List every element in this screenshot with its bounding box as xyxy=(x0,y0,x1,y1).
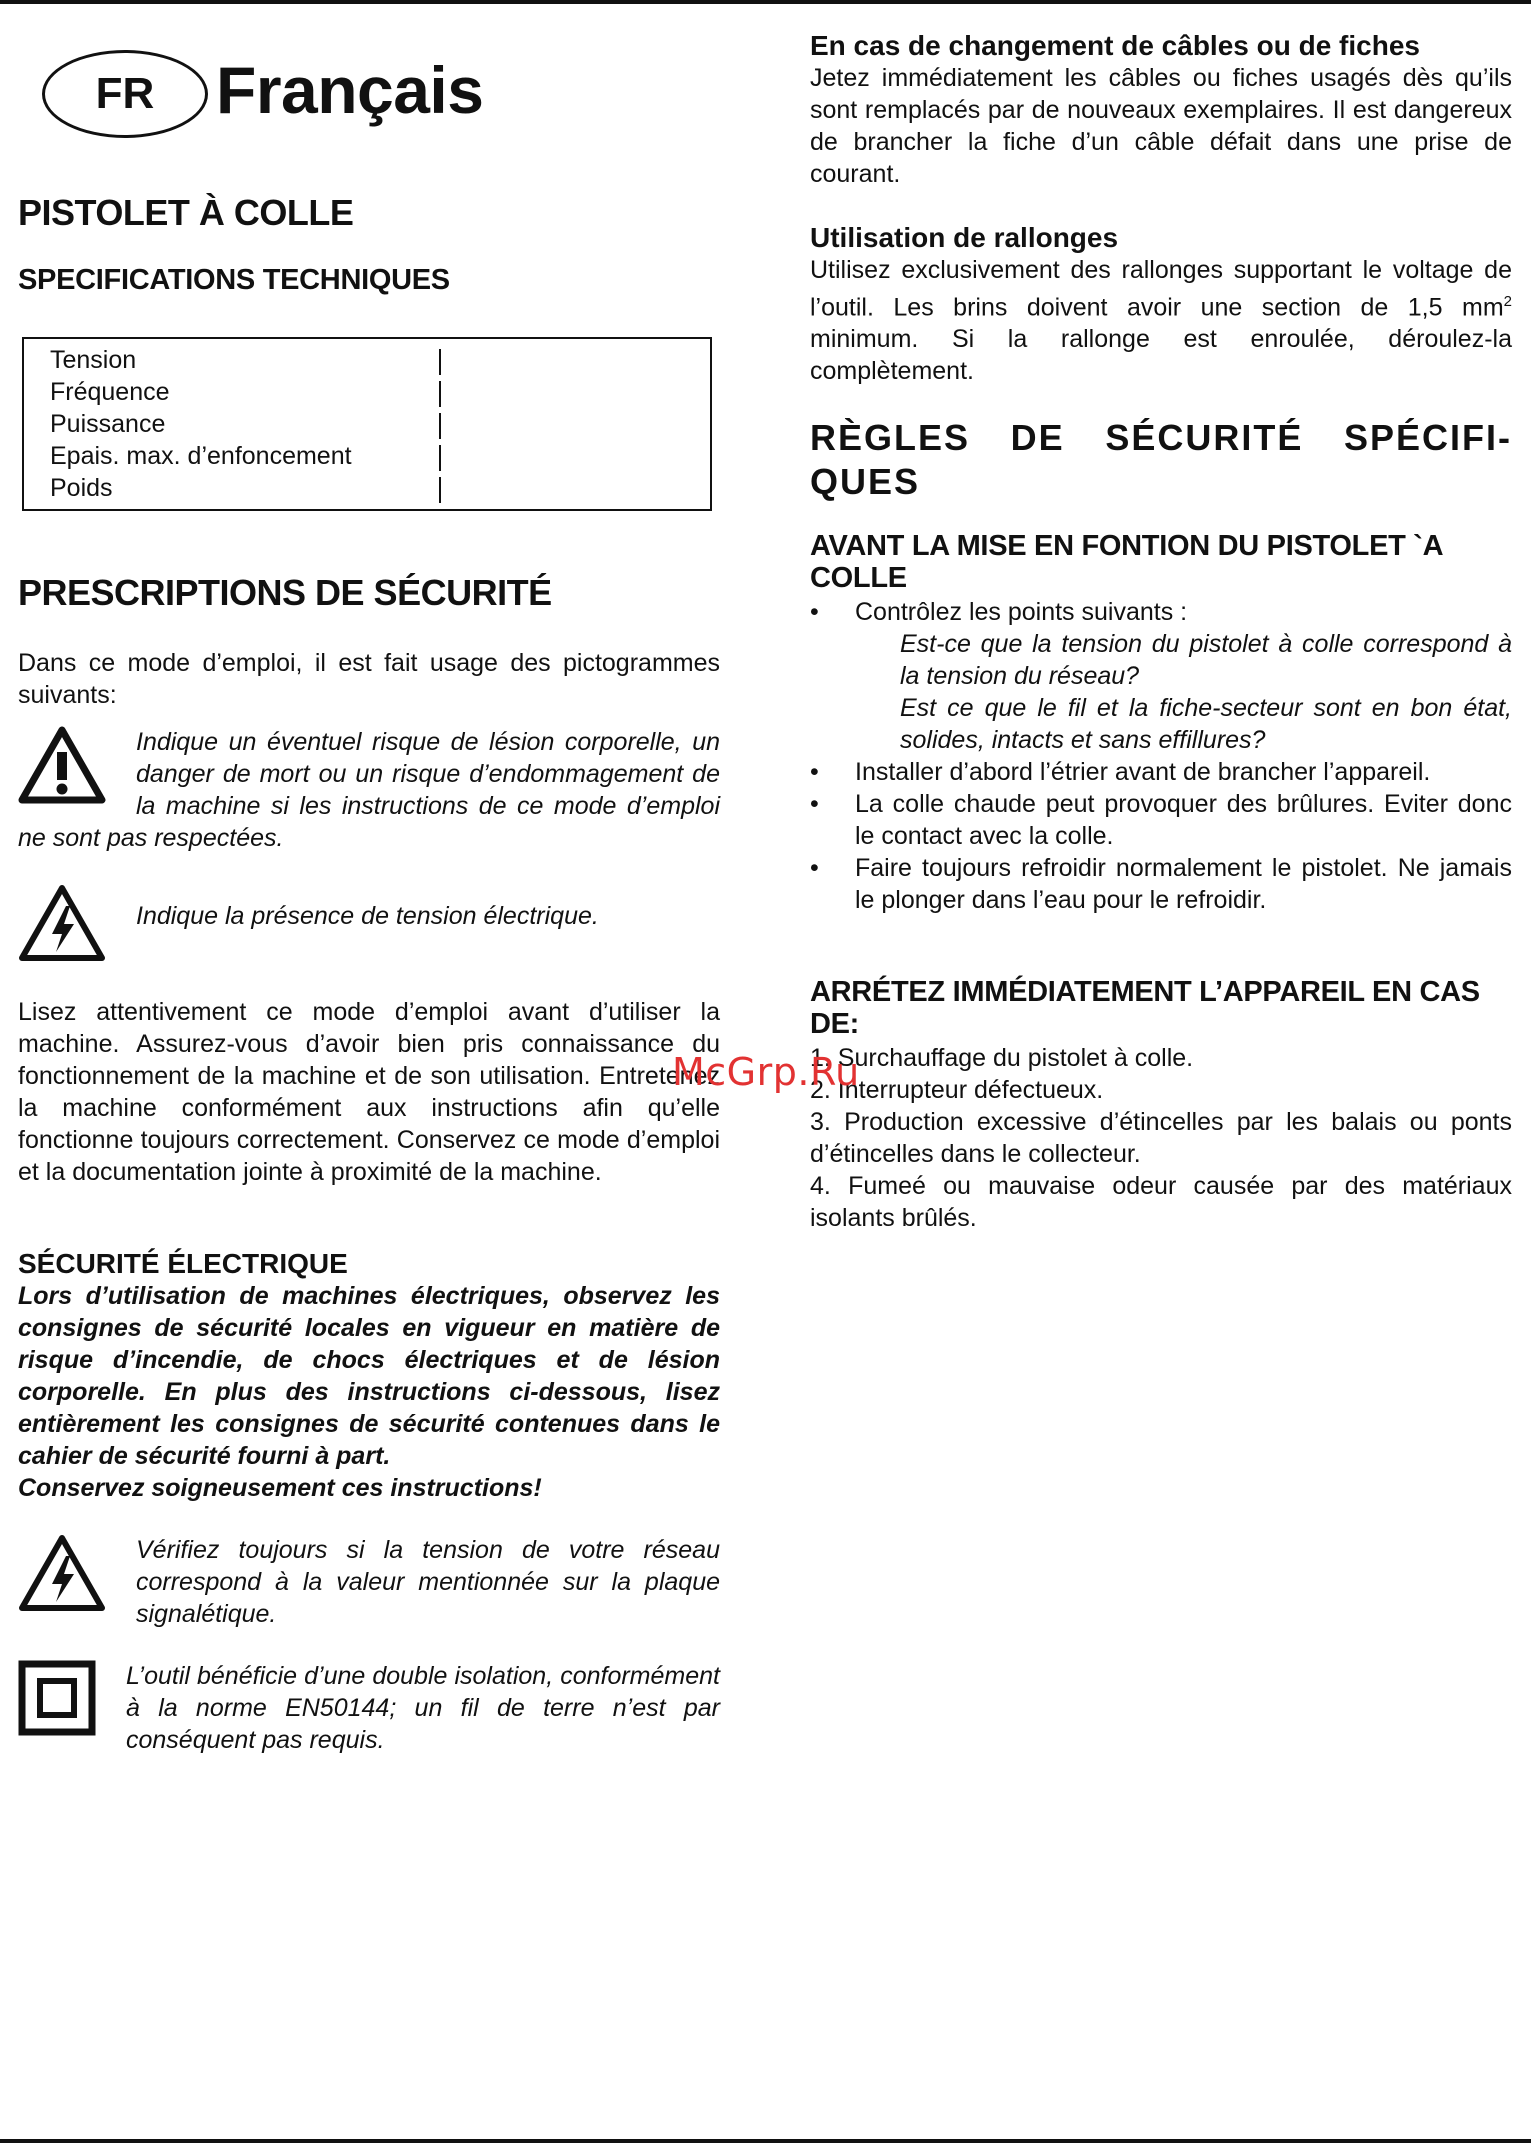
list-item: • Installer d’abord l’étrier avant de brancher l’appareil. xyxy=(810,756,1512,788)
language-badge: FR xyxy=(42,50,208,138)
extension-text-b: minimum. Si la rallonge est enroulée, déroulez-la complètement. xyxy=(810,325,1512,386)
sub-item-voltage: Est-ce que la tension du pistolet à colle correspond à la tension du réseau? xyxy=(900,630,1512,690)
check-voltage-block xyxy=(18,1534,720,1630)
keep-instructions: Conservez soigneusement ces instructions! xyxy=(18,1474,542,1502)
list-item: • La colle chaude peut provoquer des brûlures. Eviter donc le contact avec la colle. xyxy=(810,788,1512,852)
warning-note: Indique un éventuel risque de lésion corporelle, un danger de mort ou un risque d’endommagement de la machine si les instructions de ce mode d’emploi ne sont pas respectées. xyxy=(18,728,720,852)
stop-conditions-list xyxy=(810,1042,1512,1234)
extension-text-a: Utilisez exclusivement des rallonges supportant le voltage de l’outil. Les brins doivent avoir une section de 1,5 mm xyxy=(810,256,1512,322)
warning-note-block xyxy=(18,726,720,854)
spec-separator xyxy=(439,381,441,407)
product-title: PISTOLET À COLLE xyxy=(18,192,354,233)
spec-poids: Poids xyxy=(50,474,113,502)
specs-heading: SPECIFICATIONS TECHNIQUES xyxy=(18,264,450,296)
extension-heading: Utilisation de rallonges xyxy=(810,222,1119,253)
language-title: Français xyxy=(216,53,484,127)
list-item: • Faire toujours refroidir normalement le pistolet. Ne jamais le plonger dans l’eau pour le refroidir. xyxy=(810,852,1512,916)
safety-heading: PRESCRIPTIONS DE SÉCURITÉ xyxy=(18,572,552,613)
extension-paragraph xyxy=(810,254,1512,387)
spec-puissance: Puissance xyxy=(50,410,166,438)
spec-separator xyxy=(439,413,441,439)
specific-rules-heading: QUES xyxy=(810,461,921,502)
electrical-safety-heading: SÉCURITÉ ÉLECTRIQUE xyxy=(18,1248,348,1279)
spec-frequence: Fréquence xyxy=(50,378,170,406)
bottom-rule xyxy=(0,2139,1531,2143)
list-item: 3. Production excessive d’étincelles par les balais ou ponts d’étincelles dans le collecteur. xyxy=(810,1108,1512,1168)
spec-separator xyxy=(439,349,441,375)
check-voltage-note: Vérifiez toujours si la tension de votre réseau correspond à la valeur mentionnée sur la plaque signalétique. xyxy=(136,1536,720,1628)
high-voltage-icon xyxy=(18,1534,106,1612)
specific-rules-heading-line1: RÈGLES DE SÉCURITÉ SPÉCIFI- xyxy=(810,417,1512,458)
sub-item-cable: Est ce que le fil et la fiche-secteur sont en bon état, solides, intacts et sans effillures? xyxy=(900,694,1512,754)
warning-triangle-icon xyxy=(18,726,106,804)
double-insulation-block xyxy=(18,1660,720,1756)
top-rule xyxy=(0,0,1531,4)
before-use-list xyxy=(810,596,1512,916)
double-insulation-note: L’outil bénéficie d’une double isolation, conformément à la norme EN50144; un fil de terre n’est par conséquent pas requis. xyxy=(126,1662,720,1754)
high-voltage-icon xyxy=(18,884,106,962)
stop-heading: ARRÉTEZ IMMÉDIATEMENT L’APPAREIL EN CAS DE: xyxy=(810,976,1480,1040)
spec-epaisseur: Epais. max. d’enfoncement xyxy=(50,442,352,470)
extension-superscript: 2 xyxy=(1503,293,1512,310)
voltage-note: Indique la présence de tension électrique. xyxy=(136,902,599,930)
cables-heading: En cas de changement de câbles ou de fiches xyxy=(810,30,1420,61)
spec-tension: Tension xyxy=(50,346,137,374)
spec-separator xyxy=(439,445,441,471)
watermark: McGrp.Ru xyxy=(672,1050,860,1094)
cables-paragraph: Jetez immédiatement les câbles ou fiches usagés dès qu’ils sont remplacés par de nouveaux exemplaires. Il est dangereux de brancher la fiche d’un câble défait dans une prise de courant. xyxy=(810,64,1512,188)
list-item xyxy=(810,596,1512,756)
specs-table xyxy=(22,337,712,511)
read-manual-paragraph: Lisez attentivement ce mode d’emploi avant d’utiliser la machine. Assurez-vous d’avoir bien pris connaissance du fonctionnement de la machine et de son utilisation. Entretenez la machine conformément aux instructions afin qu’elle fonctionne toujours correctement. Conservez ce mode d’emploi et la documentation jointe à proximité de la machine. xyxy=(18,998,720,1186)
list-item: 2. Interrupteur défectueux. xyxy=(810,1076,1104,1104)
intro-paragraph: Dans ce mode d’emploi, il est fait usage des pictogrammes suivants: xyxy=(18,649,720,709)
double-insulation-icon xyxy=(18,1660,96,1736)
before-use-heading: AVANT LA MISE EN FONTION DU PISTOLET `A COLLE xyxy=(810,530,1443,594)
list-item: 1. Surchauffage du pistolet à colle. xyxy=(810,1044,1194,1072)
list-item-text: Contrôlez les points suivants : xyxy=(855,598,1188,626)
spec-separator xyxy=(439,477,441,503)
voltage-note-block xyxy=(18,884,720,966)
electrical-safety-instructions: Lors d’utilisation de machines électriques, observez les consignes de sécurité locales en vigueur en matière de risque d’incendie, de chocs électriques et de lésion corporelle. En plus des instructions ci-dessous, lisez entièrement les consignes de sécurité contenues dans le cahier de sécurité fourni à part. xyxy=(18,1282,720,1470)
list-item: 4. Fumeé ou mauvaise odeur causée par des matériaux isolants brûlés. xyxy=(810,1172,1512,1232)
